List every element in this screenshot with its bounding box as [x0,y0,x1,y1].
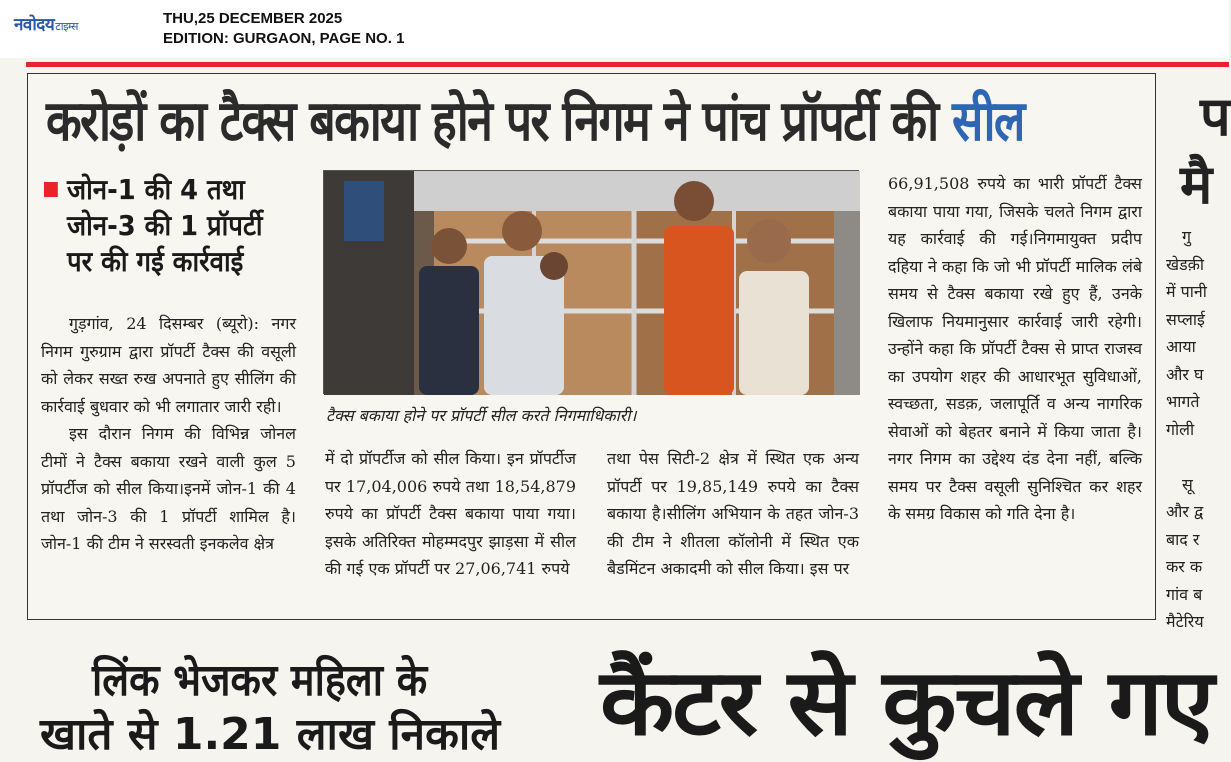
side-text-line: आया [1166,337,1196,356]
side-text [1166,223,1207,636]
body-paragraph: तथा पेस सिटी-2 क्षेत्र में स्थित एक अन्य प्रॉपर्टी पर 19,85,149 रुपये का टैक्स बकाया है।सीलिंग अभियान के तहत जोन-3 की टीम ने शीतला कॉलोनी में स्थित एक बैडमिंटन अकादमी को सील किया। इस पर [607,449,859,578]
column-1 [41,310,296,558]
logo-text: नवोदय [14,15,55,35]
logo-tag: टाइम्स [55,20,78,33]
side-story-clipped [1160,73,1229,633]
side-headline [1180,83,1231,219]
side-text-line: खेडक़ी [1166,254,1205,274]
story-subhead [44,172,292,280]
side-text-line: कर क [1166,557,1203,576]
headline-accent: सील [952,89,1024,154]
column-2 [325,445,576,583]
side-text-line: गोली [1166,419,1195,439]
body-paragraph: में दो प्रॉपर्टीज को सील किया। इन प्रॉपर्टीज पर 17,04,006 रुपये तथा 18,54,879 रुपये का प्रॉपर्टी टैक्स बकाया पाया गया। इसके अतिरिक्त मोहम्मदपुर झाड़सा में सील की गई एक प्रॉपर्टी पर 27,06,741 रुपये [325,449,576,578]
news-photo [323,170,859,394]
body-paragraph: 66,91,508 रुपये का भारी प्रॉपर्टी टैक्स बकाया पाया गया, जिसके चलते निगम द्वारा यह कार्रवाई की गई।निगमायुक्त प्रदीप दहिया ने कहा कि जो भी प्रॉपर्टी मालिक लंबे समय से टैक्स बकाया रखे हुए हैं, उनके खिलाफ नियमानुसार कार्रवाई जारी रहेगी। उन्होंने कहा कि प्रॉपर्टी टैक्स से प्राप्त राजस्व का उपयोग शहर की आधारभूत सुविधाओं, स्वच्छता, सडक़, जलापूर्ति व अन्य नागरिक सेवाओं को बेहतर बनाने में किया जाता है। नगर निगम का उद्देश्य दंड देना नहीं, बल्कि समय पर टैक्स वसूली सुनिश्चित कर शहर के समग्र विकास को गति देना है। [888,174,1142,523]
masthead-bar [0,0,1229,58]
subhead-line: जोन-1 की 4 तथा [67,173,245,206]
column-3 [607,445,859,583]
officials-sealing-photo [324,171,860,395]
side-text-line: बाद र [1166,529,1200,549]
bottom-headline-left-cut [40,708,580,760]
story-headline [46,86,1024,158]
side-text-line: भागते [1166,392,1200,411]
side-text-line: और द्व [1166,502,1204,521]
dateline-paragraph: गुड़गांव, 24 दिसम्बर (ब्यूरो): नगर निगम गुरुग्राम द्वारा प्रॉपर्टी टैक्स की वसूली को लेकर सख्त रुख अपनाते हुए सीलिंग की कार्रवाई बुधवार को भी लगातार जारी रही। [41,314,296,416]
side-headline-line: मै [1180,153,1213,216]
side-text-line: और घ [1166,364,1204,384]
headline-cut-text: खाते से 1.21 लाख निकाले [40,709,501,760]
side-text-line: में पानी [1166,282,1207,301]
edition-label: EDITION: GURGAON, PAGE NO. 1 [163,30,405,47]
story-box [27,73,1156,620]
side-text-line: सू [1182,474,1193,494]
bullet-square-icon [44,182,58,197]
red-divider [26,62,1229,67]
side-text-line: गांव ब [1166,584,1203,604]
bottom-headline-left: लिंक भेजकर महिला के [92,655,428,706]
headline-main: करोड़ों का टैक्स बकाया होने पर निगम ने पांच प्रॉपर्टी की [46,89,953,154]
side-text-line: मैटेरिय [1166,612,1204,631]
newspaper-logo[interactable] [14,12,78,35]
issue-date: THU,25 DECEMBER 2025 [163,10,343,27]
column-4 [888,170,1142,528]
body-paragraph: इस दौरान निगम की विभिन्न जोनल टीमों ने टैक्स बकाया रखने वाली कुल 5 प्रॉपर्टीज को सील किया।इनमें जोन-1 की 4 तथा जोन-3 की 1 प्रॉपर्टी शामिल है। जोन-1 की टीम ने सरस्वती इनकलेव क्षेत्र [41,424,296,553]
bottom-headline-right: कैंटर से कुचले गए [600,649,1213,756]
side-text-line [1182,443,1207,471]
side-text-line: गु [1182,227,1192,246]
side-text-line: सप्लाई [1166,309,1205,329]
subhead-line: पर की गई कार्रवाई [67,245,244,278]
subhead-line: जोन-3 की 1 प्रॉपर्टी [67,209,263,242]
side-headline-line: प [1200,85,1231,148]
photo-caption: टैक्स बकाया होने पर प्रॉपर्टी सील करते निगमाधिकारी। [326,406,637,425]
